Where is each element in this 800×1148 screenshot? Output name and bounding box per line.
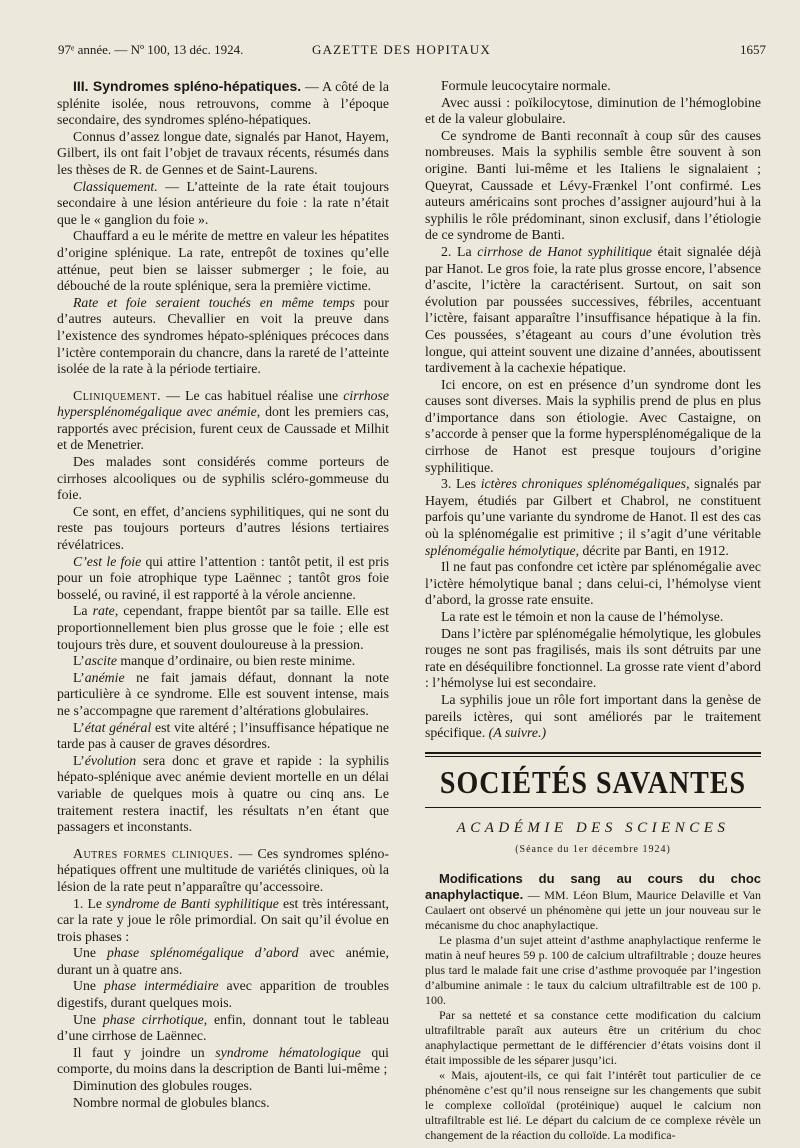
section-title: SOCIÉTÉS SAVANTES bbox=[439, 765, 747, 801]
paragraph: Chauffard a eu le mérite de mettre en valeur les hépatites d’origine splénique. La rate, entrepôt de toxines qu’elle atténue, peut bien se laisser submerger ; le foie, au débouché de la route splénique, sera la première victime. bbox=[57, 228, 389, 294]
paragraph: C’est le foie qui attire l’attention : tantôt petit, il est pris pour un foie atrophique type Laënnec ; tantôt gros foie bosselé, ou raviné, il est rapporté à la vérole ancienne. bbox=[57, 553, 389, 602]
paragraph: La rate, cependant, frappe bientôt par sa taille. Elle est proportionnellement bien plus grosse que le foie ; elle est toujours très dure, et souvent douloureuse à la pression. bbox=[57, 603, 389, 652]
paragraph: III. Syndromes spléno-hépatiques. — A côté de la splénite isolée, nous retrouvons, comme à l’époque secondaire, des syndromes spléno-hépatiques. bbox=[57, 78, 389, 128]
left-column bbox=[57, 78, 389, 1111]
page-header bbox=[58, 42, 766, 62]
report-body bbox=[425, 871, 761, 1143]
paragraph: Classiquement. — L’atteinte de la rate était toujours secondaire à une lésion antérieure du foie : la rate n’était que le « ganglion du foie ». bbox=[57, 178, 389, 227]
page-number: 1657 bbox=[740, 42, 766, 57]
paragraph: Une phase cirrhotique, enfin, donnant tout le tableau d’une cirrhose de Laënnec. bbox=[57, 1011, 390, 1044]
paragraph: Connus d’assez longue date, signalés par Hanot, Hayem, Gilbert, ils ont fait l’objet de travaux récents, résumés dans les thèses de R. de Gennes et de Saint-Laurens. bbox=[57, 128, 389, 177]
paragraph: Formule leucocytaire normale. bbox=[441, 78, 611, 93]
paragraph: Des malades sont considérés comme porteurs de cirrhoses alcooliques ou de syphilis scléro-gommeuse du foie. bbox=[57, 454, 389, 503]
session-date: (Séance du 1er décembre 1924) bbox=[515, 844, 671, 856]
issue-info: 97ᵉ année. — Nº 100, 13 déc. 1924. bbox=[58, 42, 244, 57]
right-column bbox=[425, 78, 761, 1143]
paragraph: Il faut y joindre un syndrome hématologique qui comporte, du moins dans la description de Banti lui-même ; bbox=[57, 1044, 389, 1077]
section-heading: III. Syndromes spléno-hépatiques. bbox=[73, 78, 302, 94]
paragraph: Ce syndrome de Banti reconnaît à coup sûr des causes nombreuses. Mais la syphilis semble être souvent à son origine. Banti lui-même et les Italiens le signalaient ; Queyrat, Caussade et Lévy-Frænkel l’ont confirmé. Les auteurs américains sont proches d’assigner aujourd’hui à la syphilis le rôle prédominant, sinon exclusif, dans l’étiologie de ce syndrome de Banti. bbox=[425, 127, 761, 243]
paragraph: Par sa netteté et sa constance cette modification du calcium ultrafiltrable paraît aux auteurs être un critérium du choc anaphylactique permettant de le différencier d’états voisins dont il était impossible de les séparer jusqu’ici. bbox=[425, 1007, 761, 1067]
paragraph: Une phase intermédiaire avec apparition de troubles digestifs, durant quelques mois. bbox=[57, 978, 389, 1011]
paragraph: « Mais, ajoutent-ils, ce qui fait l’intérêt tout particulier de ce phénomène c’est qu’il nous renseigne sur les changements que subit le complexe colloïdal (protéinique) auquel le calcium non ultrafiltrable est lié. Le départ du calcium de ce complexe révèle un changement de la réaction du colloïde. La modifica- bbox=[425, 1067, 761, 1142]
paragraph: Ce sont, en effet, d’anciens syphilitiques, qui ne sont du reste pas toujours porteurs d’autres lésions tertiaires révélatrices. bbox=[57, 503, 389, 553]
paragraph: 1. Le syndrome de Banti syphilitique est très intéressant, car la rate y joue le rôle primordial. On sait qu’il évolue en trois phases : bbox=[57, 895, 389, 944]
paragraph: 2. La cirrhose de Hanot syphilitique était signalée déjà par Hanot. Le gros foie, la rate plus grosse encore, l’absence d’ascite, l’ictère la caractérisent. Surtout, on sait son évolution par poussées successives, fébriles, accentuant l’ictère, faisant apparaître l’insuffisance hépatique à la fin. Ces poussées, s’étageant au cours d’une évolution très longue, qui atteint souvent une dizaine d’années, aboutissent tardivement à la cachexie hépatique. bbox=[425, 243, 761, 376]
subheading: Autres formes cliniques. bbox=[73, 845, 234, 861]
paragraph: La rate est le témoin et non la cause de l’hémolyse. bbox=[441, 609, 724, 624]
paragraph: Cliniquement. — Le cas habituel réalise une cirrhose hypersplénomégalique avec anémie, dont les premiers cas, rapportés avec précision, furent ceux de Caussade et Milhit et de Menetrier. bbox=[57, 387, 389, 453]
paragraph: Il ne faut pas confondre cet ictère par splénomégalie avec l’ictère hémolytique banal ; dans celui-ci, l’hémolyse vient d’abord, la grosse rate ensuite. bbox=[425, 559, 761, 608]
paragraph: Dans l’ictère par splénomégalie hémolytique, les globules rouges ne sont pas fragilisés, mais ils sont détruits par une rate en déséquilibre fonctionnel. La grosse rate vient d’abord : l’hémolyse lui est secondaire. bbox=[425, 625, 761, 691]
report-title: Modifications du sang au cours du choc anaphylactique. bbox=[425, 870, 761, 902]
paragraph: L’évolution sera donc et grave et rapide : la syphilis hépato-splénique avec anémie devient mortelle en un délai variable de quelques mois à quatre ou cinq ans. Le traitement restera inactif, les résultats n’en étant que passagers et inconstants. bbox=[57, 752, 389, 835]
paragraph: Le plasma d’un sujet atteint d’asthme anaphylactique renferme le matin à neuf heures 59 p. 100 de calcium ultrafiltrable ; douze heures plus tard le malade fait une crise d’asthme provoquée par l’ingestion d’albumine animale : le taux du calcium ultrafiltrable est de 100 p. 100. bbox=[425, 932, 761, 1007]
paragraph: L’ascite manque d’ordinaire, ou bien reste minime. bbox=[73, 653, 356, 669]
paragraph: L’état général est vite altéré ; l’insuffisance hépatique ne tarde pas à causer de graves désordres. bbox=[57, 719, 389, 752]
paragraph: Autres formes cliniques. — Ces syndromes spléno-hépatiques offrent une multitude de variétés cliniques, où la lésion de la rate peut n’apparaître qu’accessoire. bbox=[57, 845, 389, 894]
paragraph: Avec aussi : poïkilocytose, diminution de l’hémoglobine et de la valeur globulaire. bbox=[425, 94, 761, 127]
paragraph: La syphilis joue un rôle fort important dans la genèse de pareils ictères, qui sont améliorés par le traitement spécifique. (A suivre.) bbox=[425, 691, 761, 741]
paragraph: 3. Les ictères chroniques splénomégaliques, signalés par Hayem, étudiés par Gilbert et Chabrol, ne constituent parfois qu’une variante du syndrome de Hanot. Il est des cas où la splénomégalie est primitive ; il s’agit d’une véritable splénomégalie hémolytique, décrite par Banti, en 1912. bbox=[425, 476, 762, 558]
paragraph: Rate et foie seraient touchés en même temps pour d’autres auteurs. Chevallier en voit la preuve dans l’existence des syndromes hépato-spléniques précoces dans l’ictère contemporain du chancre, dans la rareté de l’atteinte isolée de la rate à la période tertiaire. bbox=[57, 294, 389, 377]
paragraph: Nombre normal de globules blancs. bbox=[73, 1094, 270, 1110]
paragraph: L’anémie ne fait jamais défaut, donnant la note particulière à ce syndrome. Elle est souvent intense, mais ne s’accompagne que rarement d’altérations globulaires. bbox=[57, 669, 389, 718]
society-name: ACADÉMIE DES SCIENCES bbox=[456, 819, 730, 836]
paragraph: Modifications du sang au cours du choc anaphylactique. — MM. Léon Blum, Maurice Delaville et Van Caulaert ont observé un phénomène qui jette un jour nouveau sur le mécanisme du choc anaphylactique. bbox=[425, 870, 761, 932]
subheading: Cliniquement. bbox=[73, 387, 162, 403]
continued-note: (A suivre.) bbox=[488, 725, 547, 741]
divider bbox=[425, 807, 761, 808]
paragraph: Une phase splénomégalique d’abord avec anémie, durant un à quatre ans. bbox=[57, 945, 389, 977]
divider bbox=[425, 752, 761, 757]
publication-title: GAZETTE DES HOPITAUX bbox=[312, 42, 491, 57]
paragraph: Diminution des globules rouges. bbox=[73, 1078, 253, 1094]
paragraph: Ici encore, on est en présence d’un syndrome dont les causes sont diverses. Mais la syphilis prend de plus en plus d’importance dans son étiologie. Avec Castaigne, on s’accorde à penser que la forme hypersplénomégalique de la cirrhose de Hanot est presque toujours d’origine syphilitique. bbox=[425, 376, 761, 475]
